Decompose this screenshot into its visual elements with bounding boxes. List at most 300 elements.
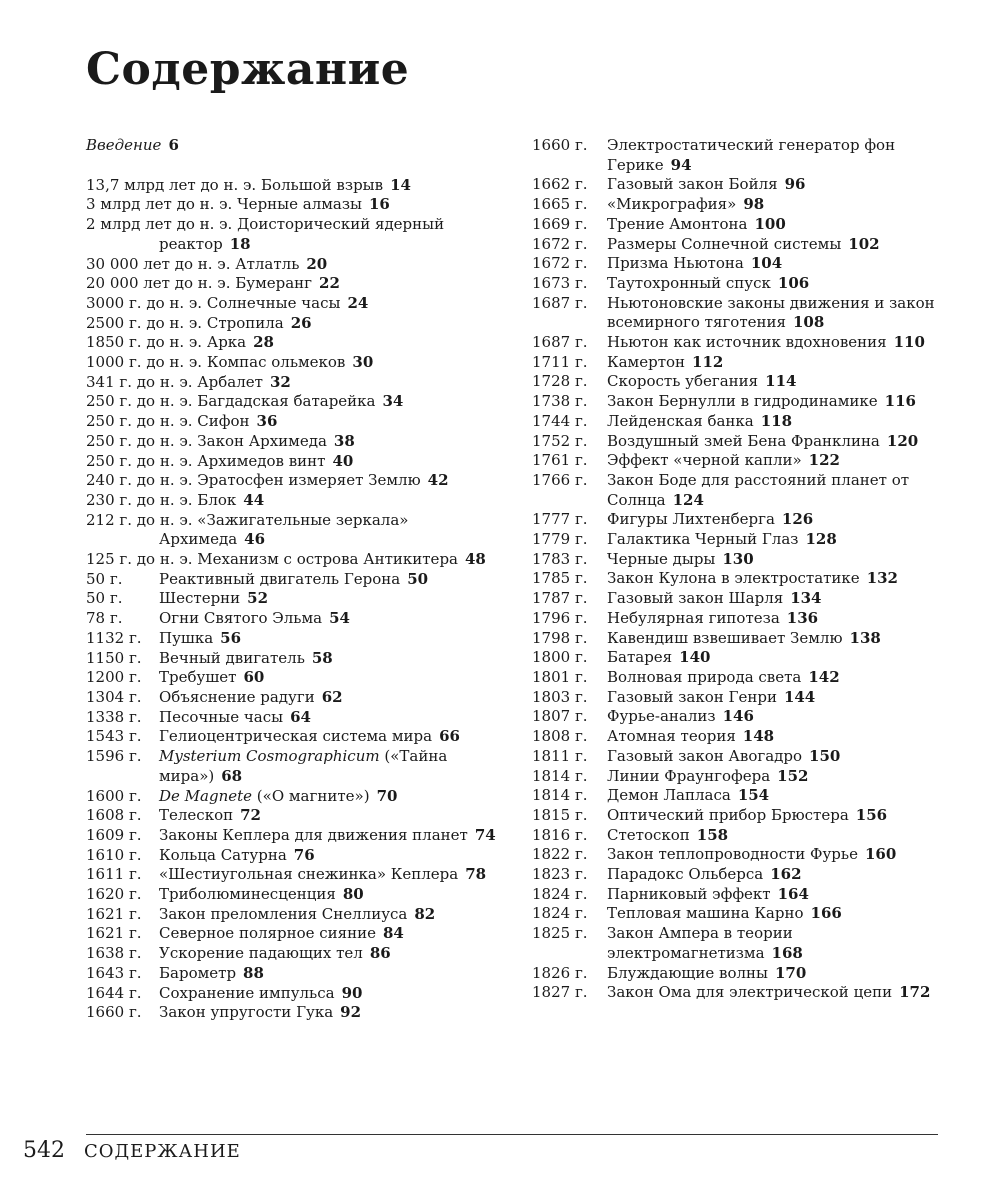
entry-date: 1662 г.: [532, 175, 588, 194]
entry-page: 48: [464, 550, 486, 569]
toc-entry[interactable]: [86, 215, 506, 254]
entry-page: 140: [679, 648, 711, 667]
toc-entry[interactable]: [532, 471, 952, 510]
entry-page: 108: [792, 313, 825, 332]
entry-page: 26: [290, 313, 312, 332]
entry-date: 1816 г.: [532, 825, 588, 844]
entry-page: 164: [777, 884, 809, 903]
entry-text: Телескоп: [159, 806, 234, 825]
entry-title: [607, 688, 952, 708]
entry-title: [159, 905, 506, 925]
entry-page: 84: [382, 924, 404, 943]
toc-dated-list-left: [86, 570, 506, 1023]
entry-text: Парадокс Ольберса: [607, 865, 764, 884]
toc-entry[interactable]: [86, 984, 506, 1004]
toc-entry[interactable]: [532, 136, 952, 175]
toc-entry[interactable]: [86, 826, 506, 846]
toc-entry[interactable]: [86, 944, 506, 964]
entry-text: Пушка: [159, 628, 214, 647]
entry-text: Галактика Черный Глаз: [607, 530, 799, 549]
entry-text: 250 г. до н. э. Закон Архимеда: [86, 431, 327, 450]
entry-title: [607, 432, 952, 452]
entry-text: Сохранение импульса: [159, 983, 335, 1002]
entry-page: 88: [243, 963, 264, 982]
entry-page: 168: [771, 943, 803, 962]
entry-text: Газовый закон Авогадро: [607, 746, 803, 765]
entry-page: 122: [808, 451, 840, 470]
entry-page: 72: [240, 806, 261, 825]
entry-title: [86, 373, 506, 393]
toc-entry[interactable]: [532, 432, 952, 452]
entry-text: Закон Ома для электрической цепи: [607, 983, 893, 1002]
entry-title: [607, 865, 952, 885]
toc-entry[interactable]: [86, 964, 506, 984]
entry-text: Демон Лапласа: [607, 786, 731, 805]
toc-entry[interactable]: [532, 668, 952, 688]
entry-text: Закон Ампера в теории электромагнетизма: [607, 924, 793, 962]
entry-title: [607, 629, 952, 649]
toc-entry[interactable]: [532, 609, 952, 629]
toc-entry[interactable]: [532, 175, 952, 195]
entry-date: 1600 г.: [86, 786, 142, 805]
entry-text: Огни Святого Эльма: [159, 609, 323, 628]
entry-text: Шестерни: [159, 589, 241, 608]
entry-title: [607, 530, 952, 550]
toc-entry[interactable]: [86, 609, 506, 629]
entry-title: [159, 727, 506, 747]
footer-rule: [86, 1134, 938, 1135]
entry-date: 1596 г.: [86, 747, 142, 766]
toc-entry[interactable]: [532, 983, 952, 1003]
toc-entry[interactable]: [532, 924, 952, 963]
entry-page: 172: [899, 983, 931, 1002]
entry-title: [607, 904, 952, 924]
toc-entry[interactable]: [532, 294, 952, 333]
entry-text: Электростатический генератор фон Герике: [607, 136, 896, 174]
toc-entry[interactable]: [86, 195, 506, 215]
entry-date: 1761 г.: [532, 451, 588, 470]
toc-entry[interactable]: [86, 176, 506, 196]
toc-entry[interactable]: [532, 550, 952, 570]
entry-text: Таутохронный спуск: [607, 273, 771, 292]
entry-page: 118: [760, 411, 793, 430]
entry-title: [607, 806, 952, 826]
entry-text: Реактивный двигатель Герона: [159, 569, 401, 588]
entry-page: 160: [864, 845, 897, 864]
entry-title: [159, 944, 506, 964]
entry-page: 46: [244, 530, 266, 549]
entry-page: 102: [848, 234, 880, 253]
toc-entry[interactable]: [532, 254, 952, 274]
entry-title: [86, 412, 506, 432]
entry-text: Газовый закон Шарля: [607, 589, 784, 608]
toc-entry[interactable]: [86, 274, 506, 294]
toc-entry[interactable]: [532, 333, 952, 353]
entry-title: [86, 274, 506, 294]
toc-entry[interactable]: [532, 412, 952, 432]
entry-page: 16: [368, 195, 390, 214]
toc-entry[interactable]: [532, 353, 952, 373]
entry-text: Кольца Сатурна: [159, 845, 287, 864]
entry-page: 38: [333, 431, 355, 450]
entry-date: 1643 г.: [86, 963, 142, 982]
entry-page: 28: [253, 333, 274, 352]
entry-text: 250 г. до н. э. Сифон: [86, 412, 250, 431]
entry-text: Лейденская банка: [607, 411, 754, 430]
entry-page: 36: [256, 412, 278, 431]
entry-page: 98: [743, 195, 765, 214]
toc-entry[interactable]: [532, 707, 952, 727]
toc-entry[interactable]: [532, 629, 952, 649]
toc-entry[interactable]: [86, 846, 506, 866]
entry-date: 1787 г.: [532, 589, 588, 608]
entry-page: 166: [810, 904, 842, 923]
entry-page: 120: [886, 431, 919, 450]
entry-page: 150: [809, 746, 841, 765]
entry-text: 240 г. до н. э. Эратосфен измеряет Землю: [86, 471, 421, 490]
toc-entry[interactable]: [532, 747, 952, 767]
entry-text: 230 г. до н. э. Блок: [86, 490, 237, 509]
entry-text: Закон Боде для расстояний планет от Солнца: [607, 470, 910, 509]
entry-title: [607, 195, 952, 215]
entry-title: [607, 826, 952, 846]
toc-intro-entry[interactable]: [86, 136, 506, 156]
entry-page: 64: [290, 707, 311, 726]
entry-text: Закон теплопроводности Фурье: [607, 845, 858, 864]
entry-page: 52: [247, 589, 269, 608]
toc-left-column: [86, 136, 506, 1023]
entry-text: «Микрография»: [607, 195, 737, 214]
toc-entry[interactable]: [86, 629, 506, 649]
toc-entry[interactable]: [532, 372, 952, 392]
entry-title: [86, 550, 506, 570]
entry-text: Объяснение радуги: [159, 687, 315, 706]
toc-entry[interactable]: [86, 727, 506, 747]
entry-title: [607, 333, 952, 353]
entry-text: Песочные часы: [159, 707, 284, 726]
entry-title: [86, 333, 506, 353]
entry-text: Блуждающие волны: [607, 963, 768, 982]
entry-page: 30: [352, 353, 374, 372]
entry-title: [86, 195, 506, 215]
toc-entry[interactable]: [532, 235, 952, 255]
entry-title: [607, 550, 952, 570]
entry-date: 1825 г.: [532, 924, 588, 943]
toc-entry[interactable]: [86, 1003, 506, 1023]
entry-date: 1798 г.: [532, 628, 588, 647]
entry-title: [159, 688, 506, 708]
entry-title: [607, 136, 952, 175]
entry-title: [86, 392, 506, 412]
entry-text: Оптический прибор Брюстера: [607, 805, 849, 824]
entry-date: 78 г.: [86, 609, 123, 628]
entry-date: 1150 г.: [86, 648, 142, 667]
entry-text: Эффект «черной капли»: [607, 451, 802, 470]
entry-page: 92: [340, 1003, 362, 1022]
entry-date: 1779 г.: [532, 530, 588, 549]
entry-title: [159, 570, 506, 590]
entry-date: 1777 г.: [532, 510, 588, 529]
entry-page: 44: [243, 490, 265, 509]
entry-page: 70: [376, 786, 398, 805]
toc-entry[interactable]: [86, 885, 506, 905]
entry-text: Тепловая машина Карно: [607, 904, 804, 923]
toc-entry[interactable]: [532, 392, 952, 412]
entry-date: 1669 г.: [532, 214, 588, 233]
toc-entry[interactable]: [86, 294, 506, 314]
page-title: Содержание: [86, 44, 410, 95]
toc-entry[interactable]: [532, 904, 952, 924]
entry-title-italic: Mysterium Cosmographicum: [159, 747, 380, 766]
entry-date: 1609 г.: [86, 825, 142, 844]
entry-page: 110: [893, 333, 925, 352]
toc-entry[interactable]: [532, 767, 952, 787]
entry-page: 86: [369, 944, 391, 963]
entry-page: 144: [783, 687, 816, 706]
entry-page: 152: [777, 766, 809, 785]
entry-date: 1644 г.: [86, 983, 142, 1002]
toc-entry[interactable]: [532, 727, 952, 747]
entry-title: [86, 294, 506, 314]
entry-title: [607, 451, 952, 471]
toc-entry[interactable]: [532, 688, 952, 708]
toc-entry[interactable]: [86, 550, 506, 570]
toc-entry[interactable]: [86, 905, 506, 925]
entry-text: Газовый закон Бойля: [607, 175, 778, 194]
toc-entry[interactable]: [86, 412, 506, 432]
entry-text: Ньютоновские законы движения и закон всемирного тяготения: [607, 293, 935, 332]
entry-date: 1132 г.: [86, 628, 142, 647]
entry-text: Законы Кеплера для движения планет: [159, 825, 468, 844]
entry-text: 2500 г. до н. э. Стропила: [86, 313, 284, 332]
toc-entry[interactable]: [532, 865, 952, 885]
toc-right-column: [532, 136, 952, 1003]
entry-title: [607, 175, 952, 195]
toc-entry[interactable]: [532, 806, 952, 826]
toc-entry[interactable]: [86, 649, 506, 669]
toc-entry[interactable]: [532, 648, 952, 668]
entry-page: 56: [220, 628, 242, 647]
entry-page: 128: [805, 530, 837, 549]
toc-entry[interactable]: [532, 274, 952, 294]
entry-text: Газовый закон Генри: [607, 687, 777, 706]
toc-entry[interactable]: [86, 511, 506, 550]
entry-page: 20: [306, 254, 328, 273]
entry-date: 1796 г.: [532, 608, 588, 627]
entry-date: 1800 г.: [532, 648, 588, 667]
entry-title: [86, 176, 506, 196]
entry-title: [607, 845, 952, 865]
entry-date: 1610 г.: [86, 845, 142, 864]
entry-text: Воздушный змей Бена Франклина: [607, 431, 880, 450]
toc-entry[interactable]: [532, 530, 952, 550]
toc-entry[interactable]: [532, 589, 952, 609]
entry-page: 78: [465, 865, 487, 884]
toc-entry[interactable]: [86, 491, 506, 511]
entry-date: 1814 г.: [532, 786, 588, 805]
entry-date: 1824 г.: [532, 904, 588, 923]
entry-text: Гелиоцентрическая система мира: [159, 727, 433, 746]
entry-date: 1808 г.: [532, 727, 588, 746]
toc-entry[interactable]: [86, 314, 506, 334]
toc-entry[interactable]: [86, 688, 506, 708]
entry-page: 42: [427, 471, 449, 490]
entry-date: 1823 г.: [532, 865, 588, 884]
entry-title: [159, 885, 506, 905]
entry-date: 1803 г.: [532, 687, 588, 706]
entry-page: 142: [808, 667, 840, 686]
entry-title: [159, 708, 506, 728]
entry-page: 74: [474, 825, 496, 844]
entry-title: [607, 254, 952, 274]
entry-text: 3 млрд лет до н. э. Черные алмазы: [86, 195, 362, 214]
entry-date: 1807 г.: [532, 707, 588, 726]
toc-entry[interactable]: [532, 826, 952, 846]
entry-text: Скорость убегания: [607, 372, 759, 391]
entry-page: 96: [784, 175, 806, 194]
entry-date: 1783 г.: [532, 549, 588, 568]
entry-text: Призма Ньютона: [607, 254, 744, 273]
entry-page: 62: [321, 687, 343, 706]
entry-text: Атомная теория: [607, 727, 736, 746]
toc-entry[interactable]: [86, 333, 506, 353]
entry-title: [159, 1003, 506, 1023]
entry-title: [607, 983, 952, 1003]
entry-text: 2 млрд лет до н. э. Доисторический ядерный реактор: [86, 215, 445, 253]
entry-title: [86, 432, 506, 452]
entry-title: [86, 491, 506, 511]
entry-date: 1673 г.: [532, 273, 588, 292]
entry-page: 94: [670, 155, 692, 174]
entry-page: 132: [866, 569, 898, 588]
entry-title: [607, 392, 952, 412]
entry-page: 22: [319, 274, 340, 293]
entry-title: [607, 471, 952, 510]
entry-page: 76: [293, 845, 315, 864]
entry-title: [607, 648, 952, 668]
entry-title: [607, 727, 952, 747]
toc-entry[interactable]: [86, 392, 506, 412]
entry-page: 134: [790, 589, 822, 608]
entry-date: 1611 г.: [86, 865, 142, 884]
toc-entry[interactable]: [86, 787, 506, 807]
entry-date: 1711 г.: [532, 352, 588, 371]
toc-entry[interactable]: [86, 668, 506, 688]
toc-entry[interactable]: [532, 786, 952, 806]
entry-title: [159, 589, 506, 609]
toc-entry[interactable]: [532, 451, 952, 471]
entry-date: 50 г.: [86, 569, 123, 588]
entry-title: [607, 589, 952, 609]
toc-entry[interactable]: [86, 806, 506, 826]
toc-entry[interactable]: [532, 885, 952, 905]
entry-text: Закон преломления Снеллиуса: [159, 904, 408, 923]
entry-date: 1338 г.: [86, 707, 142, 726]
entry-title: [86, 511, 506, 550]
toc-entry[interactable]: [86, 353, 506, 373]
toc-entry[interactable]: [532, 195, 952, 215]
toc-entry[interactable]: [86, 432, 506, 452]
entry-title: [607, 412, 952, 432]
entry-title: [159, 747, 506, 786]
entry-title: [86, 353, 506, 373]
entry-page: 156: [855, 805, 888, 824]
entry-text: 341 г. до н. э. Арбалет: [86, 372, 263, 391]
entry-page: 18: [229, 234, 251, 253]
entry-page: 66: [439, 727, 460, 746]
entry-title: [607, 786, 952, 806]
toc-entry[interactable]: [86, 471, 506, 491]
entry-page: 32: [269, 372, 291, 391]
entry-text: Стетоскоп: [607, 825, 690, 844]
entry-date: 1543 г.: [86, 727, 142, 746]
entry-title: [607, 885, 952, 905]
entry-page: 116: [884, 392, 916, 411]
toc-entry[interactable]: [86, 708, 506, 728]
entry-date: 1824 г.: [532, 884, 588, 903]
entry-text: Фурье-анализ: [607, 707, 716, 726]
toc-entry[interactable]: [86, 865, 506, 885]
toc-entry[interactable]: [86, 452, 506, 472]
entry-title: [607, 668, 952, 688]
entry-title: [159, 629, 506, 649]
entry-date: 1801 г.: [532, 667, 588, 686]
entry-title: [607, 372, 952, 392]
entry-text: Волновая природа света: [607, 667, 802, 686]
entry-text: 30 000 лет до н. э. Атлатль: [86, 254, 300, 273]
toc-flow-list: [86, 176, 506, 570]
entry-date: 1766 г.: [532, 470, 588, 489]
toc-entry[interactable]: [86, 255, 506, 275]
entry-text: Черные дыры: [607, 549, 716, 568]
entry-text: Трение Амонтона: [607, 214, 748, 233]
entry-title: [607, 767, 952, 787]
entry-title: [607, 215, 952, 235]
entry-title: [607, 747, 952, 767]
entry-title: [607, 964, 952, 984]
entry-title: [159, 668, 506, 688]
entry-page: 136: [786, 608, 819, 627]
entry-page: 130: [722, 549, 754, 568]
entry-date: 1672 г.: [532, 234, 588, 253]
entry-text: Закон Бернулли в гидродинамике: [607, 392, 878, 411]
toc-entry[interactable]: [86, 373, 506, 393]
entry-title: [607, 235, 952, 255]
toc-entry[interactable]: [532, 510, 952, 530]
toc-entry[interactable]: [532, 569, 952, 589]
entry-date: 1620 г.: [86, 885, 142, 904]
toc-entry[interactable]: [86, 589, 506, 609]
entry-text: 13,7 млрд лет до н. э. Большой взрыв: [86, 175, 384, 194]
entry-page: 104: [750, 254, 783, 273]
toc-entry[interactable]: [86, 570, 506, 590]
entry-date: 1687 г.: [532, 333, 588, 352]
entry-text: Небулярная гипотеза: [607, 608, 780, 627]
entry-date: 1815 г.: [532, 805, 588, 824]
entry-page: 68: [221, 766, 243, 785]
toc-entry[interactable]: [532, 215, 952, 235]
entry-date: 1304 г.: [86, 687, 142, 706]
entry-title: [607, 569, 952, 589]
entry-date: 1660 г.: [86, 1003, 142, 1022]
toc-entry[interactable]: [532, 964, 952, 984]
toc-entry[interactable]: [86, 747, 506, 786]
entry-title: [86, 255, 506, 275]
toc-entry[interactable]: [86, 924, 506, 944]
entry-page: 80: [342, 885, 364, 904]
entry-text: 125 г. до н. э. Механизм с острова Антикитера: [86, 550, 458, 569]
toc-entry[interactable]: [532, 845, 952, 865]
